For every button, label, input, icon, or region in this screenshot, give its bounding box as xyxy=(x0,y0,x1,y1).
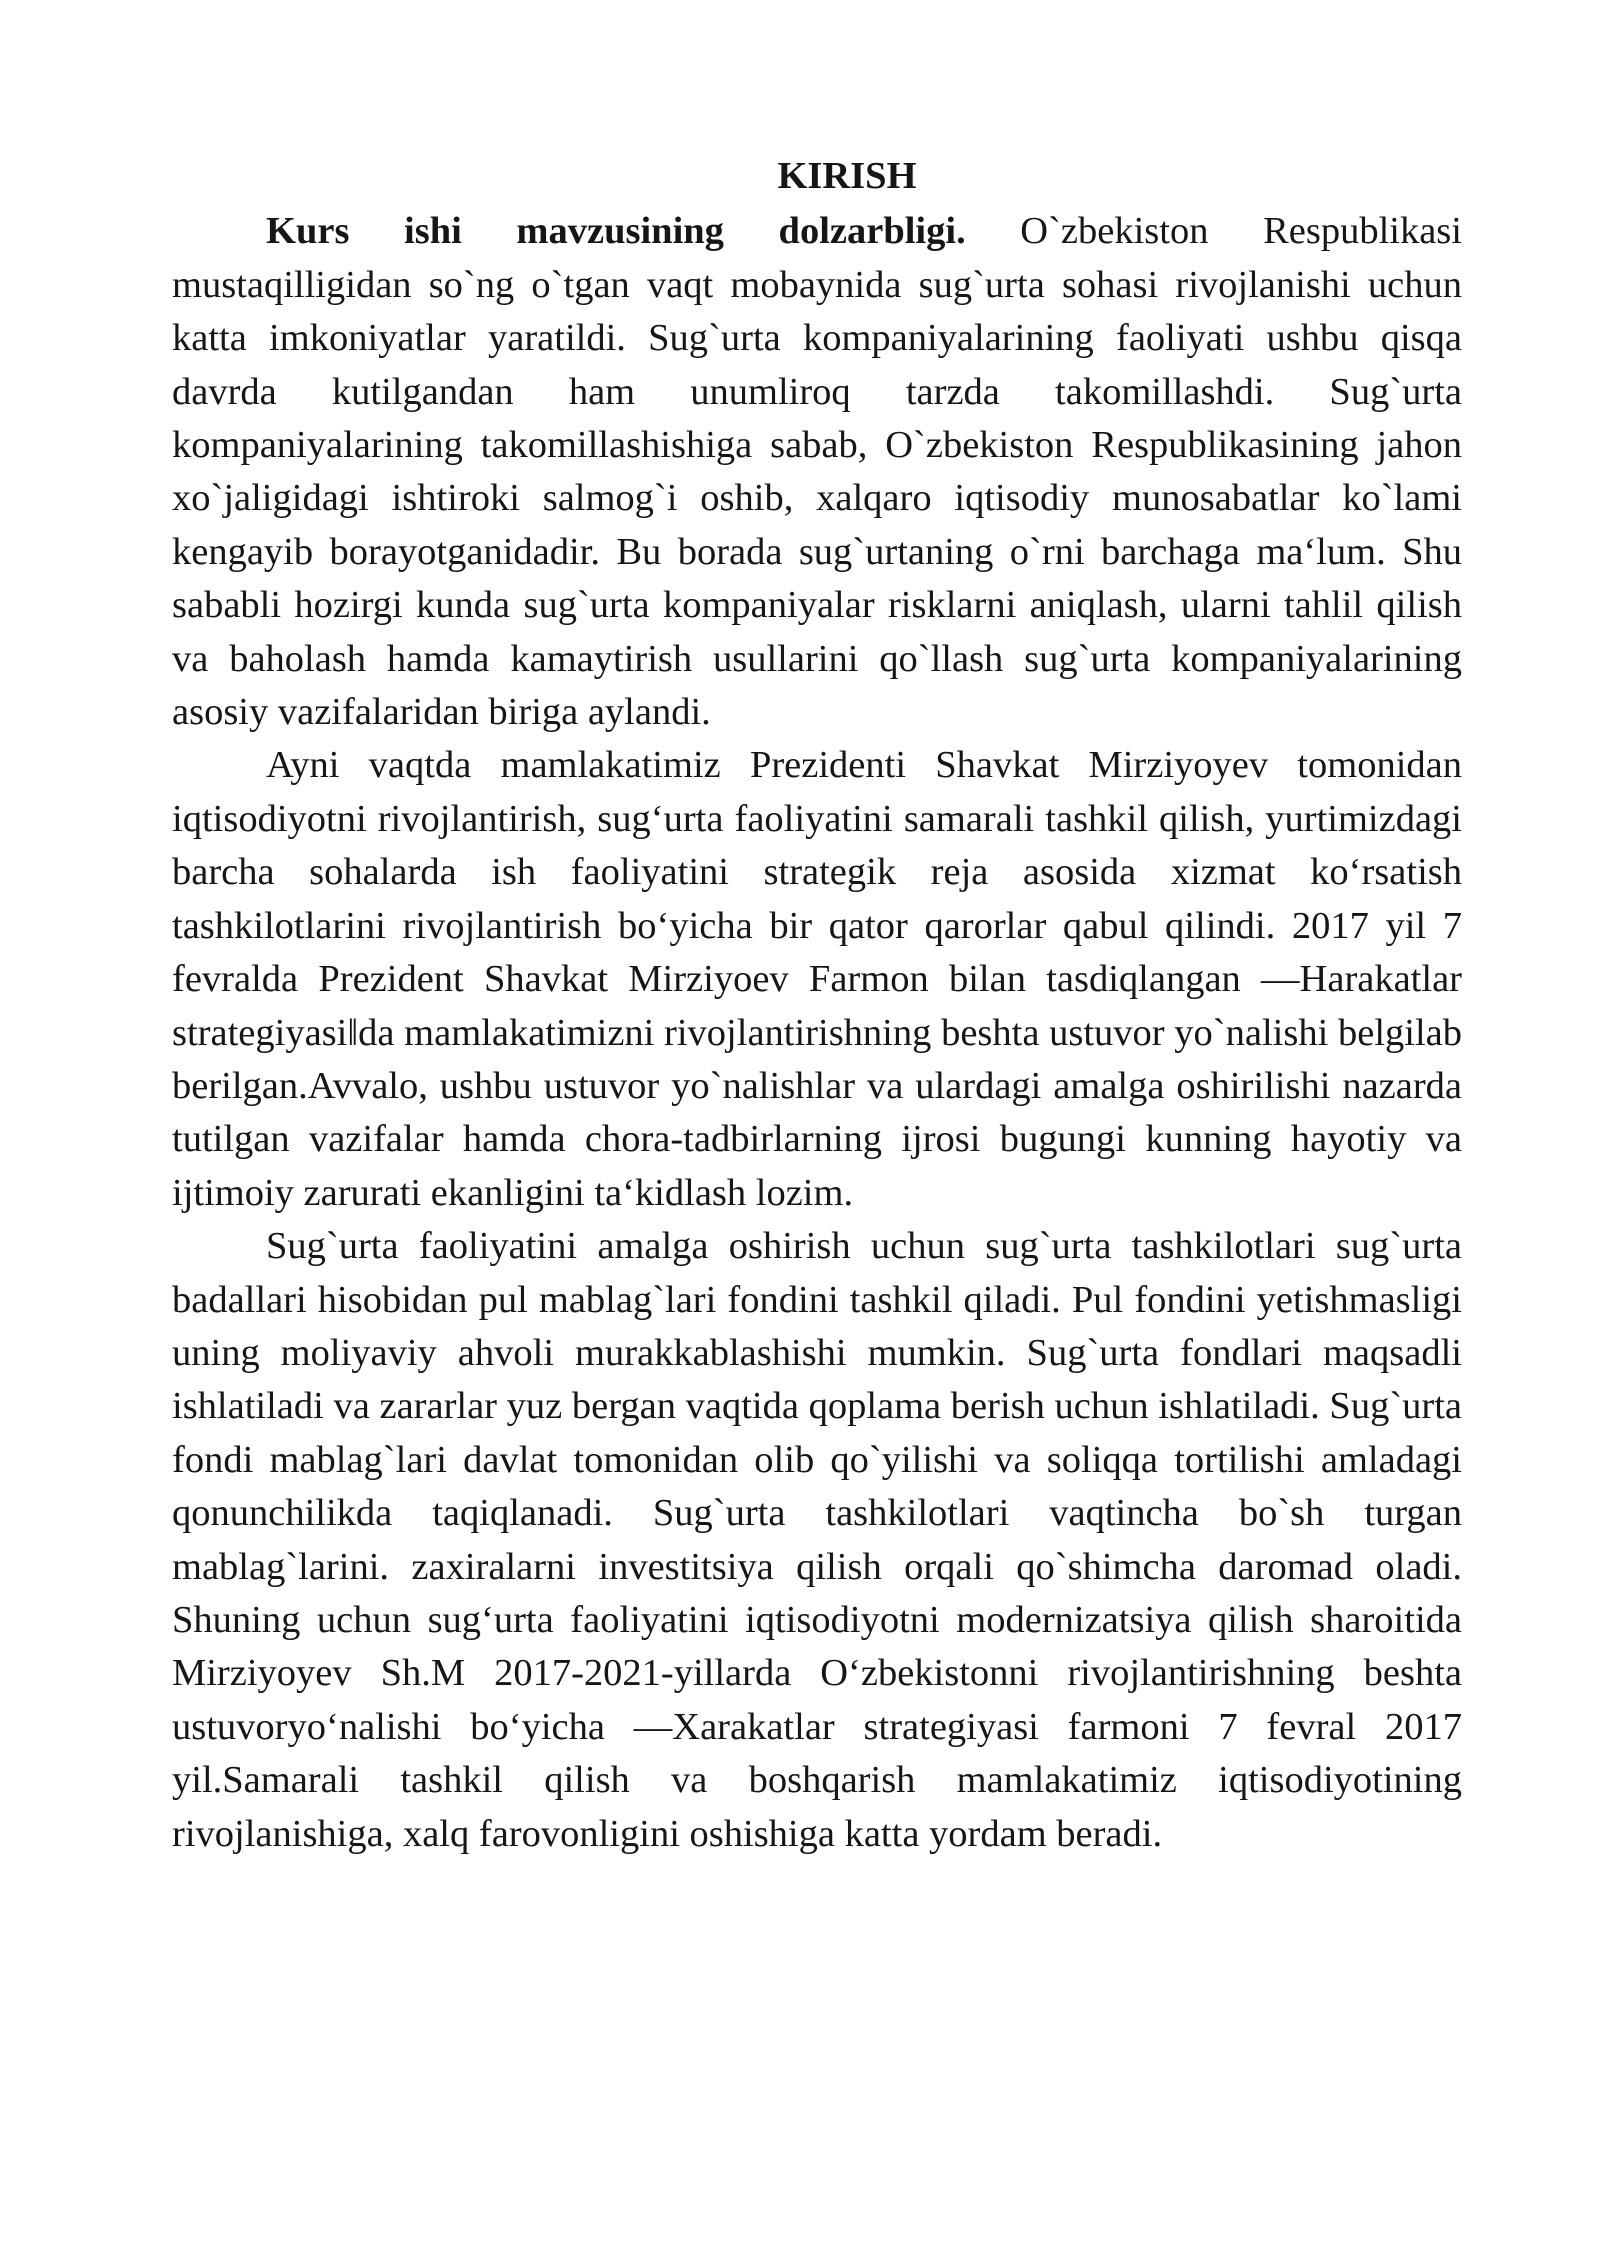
paragraph-lead: Kurs ishi mavzusining dolzarbligi. xyxy=(266,210,966,253)
paragraph-text: O`zbekiston Respublikasi mustaqilligidan so`ng o`tgan vaqt mobaynida sug`urta sohasi rivojlanishi uchun katta imkoniyatlar yaratildi. Sug`urta kompaniyalarining faoliyati ushbu qisqa davrda kutilgandan ham unumliroq tarzda takomillashdi. Sug`urta kompaniyalarining takomillashishiga sabab, O`zbekiston Respublikasining jahon xo`jaligidagi ishtiroki salmog`i oshib, xalqaro iqtisodiy munosabatlar ko`lami kengayib borayotganidadir. Bu borada sug`urtaning o`rni barchaga ma‘lum. Shu sababli hozirgi kunda sug`urta kompaniyalar risklarni aniqlash, ularni tahlil qilish va baholash hamda kamaytirish usullarini qo`llash sug`urta kompaniyalarining asosiy vazifalaridan biriga aylandi. xyxy=(172,210,1462,734)
paragraph-text: Sug`urta faoliyatini amalga oshirish uchun sug`urta tashkilotlari sug`urta badallari hisobidan pul mablag`lari fondini tashkil qiladi. Pul fondini yetishmasligi uning moliyaviy ahvoli murakkablashishi mumkin. Sug`urta fondlari maqsadli ishlatiladi va zararlar yuz bergan vaqtida qoplama berish uchun ishlatiladi. Sug`urta fondi mablag`lari davlat tomonidan olib qo`yilishi va soliqqa tortilishi amladagi qonunchilikda taqiqlanadi. Sug`urta tashkilotlari vaqtincha bo`sh turgan mablag`larini. zaxiralarni investitsiya qilish orqali qo`shimcha daromad oladi. Shuning uchun sug‘urta faoliyatini iqtisodiyotni modernizatsiya qilish sharoitida Mirziyoyev Sh.M 2017-2021-yillarda O‘zbekistonni rivojlantirishning beshta ustuvoryo‘nalishi bo‘yicha ―Xarakatlar strategiyasi farmoni 7 fevral 2017 yil.Samarali tashkil qilish va boshqarish mamlakatimiz iqtisodiyotining rivojlanishiga, xalq farovonligini oshishiga katta yordam beradi. xyxy=(172,1225,1462,1855)
document-title: KIRISH xyxy=(777,155,917,197)
document-page xyxy=(172,150,1462,1861)
paragraph-strategy xyxy=(172,739,1462,1220)
paragraph-insurance-funds xyxy=(172,1220,1462,1861)
paragraph-text: Ayni vaqtda mamlakatimiz Prezidenti Shavkat Mirziyoyev tomonidan iqtisodiyotni rivojlantirish, sug‘urta faoliyatini samarali tashkil qilish, yurtimizdagi barcha sohalarda ish faoliyatini strategik reja asosida xizmat ko‘rsatish tashkilotlarini rivojlantirish bo‘yicha bir qator qarorlar qabul qilindi. 2017 yil 7 fevralda Prezident Shavkat Mirziyoev Farmon bilan tasdiqlangan ―Harakatlar strategiyasi‖da mamlakatimizni rivojlantirishning beshta ustuvor yo`nalishi belgilab berilgan.Avvalo, ushbu ustuvor yo`nalishlar va ulardagi amalga oshirilishi nazarda tutilgan vazifalar hamda chora-tadbirlarning ijrosi bugungi kunning hayotiy va ijtimoiy zarurati ekanligini ta‘kidlash lozim. xyxy=(172,744,1462,1214)
paragraph-relevance xyxy=(172,205,1462,739)
